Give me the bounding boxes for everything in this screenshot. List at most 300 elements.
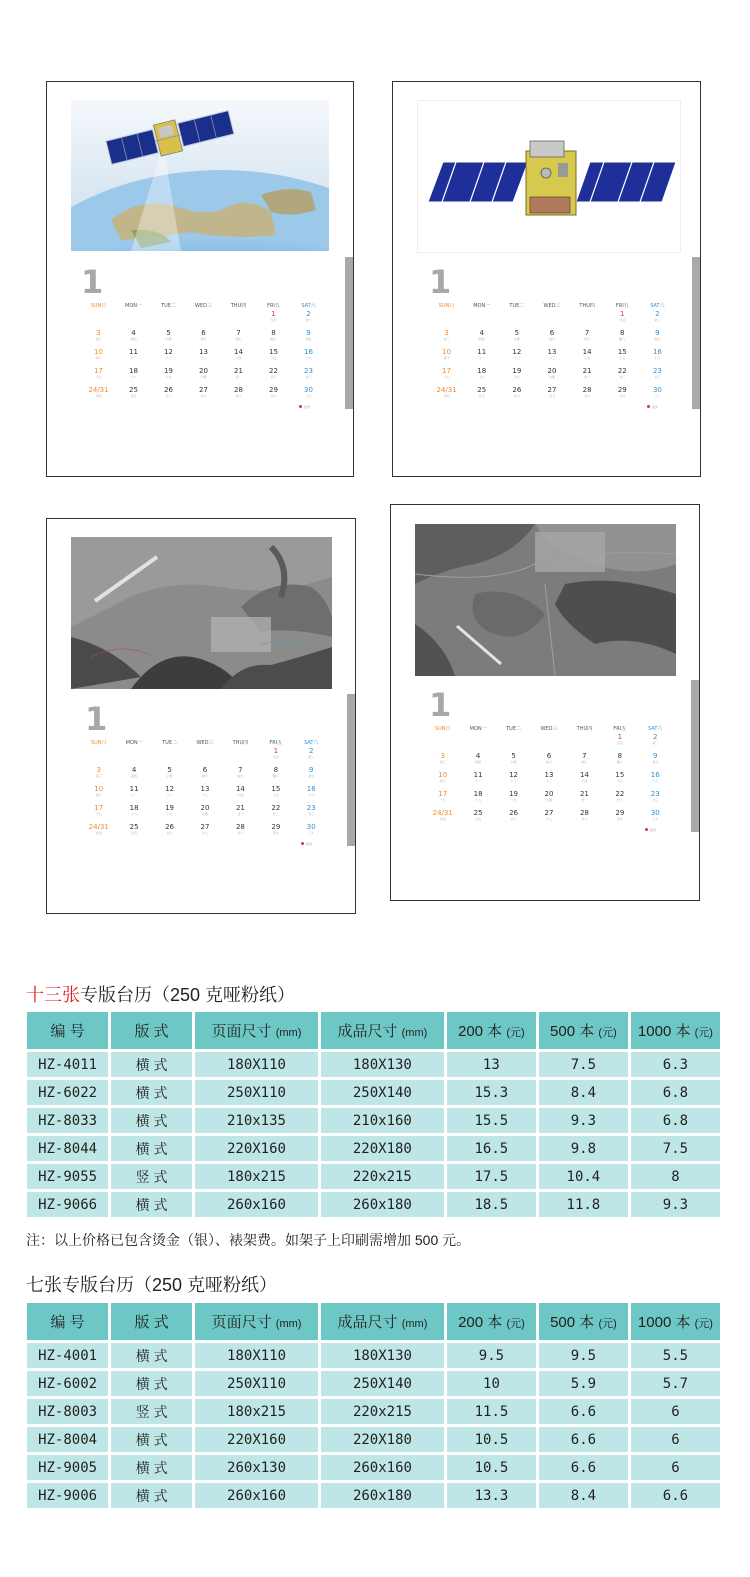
calendar-day [152, 823, 187, 835]
cell-price-200: 16.5 [447, 1136, 536, 1161]
lunar-day: 十一 [131, 793, 138, 797]
cell-price-500: 8.4 [539, 1080, 628, 1105]
header-code: 编 号 [27, 1303, 108, 1340]
weekday-label: SAT六 [304, 739, 319, 746]
day-number: 24/31 [88, 823, 109, 831]
calendar-day [223, 785, 258, 797]
calendar-day [116, 329, 151, 341]
cell-code: HZ-8044 [27, 1136, 108, 1161]
binding-tab [345, 257, 353, 409]
day-number: 14 [579, 771, 589, 779]
header-style: 版 式 [111, 1303, 192, 1340]
cell-price-200: 15.5 [447, 1108, 536, 1133]
calendar-day [223, 823, 258, 835]
calendar-weeks [425, 733, 673, 828]
cell-page-size: 180x215 [195, 1164, 318, 1189]
header-code: 编 号 [27, 1012, 108, 1049]
weekday-label: FRI五 [267, 302, 280, 309]
lunar-day: 大寒 [545, 798, 552, 802]
cell-final-size: 180X130 [321, 1052, 444, 1077]
lunar-day: 十七 [443, 375, 450, 379]
day-number: 7 [236, 329, 241, 337]
cell-price-1000: 6.8 [631, 1108, 720, 1133]
lunar-day: 廿九 [270, 394, 277, 398]
calendar-day [258, 747, 293, 759]
day-number: 25 [477, 386, 487, 394]
lunar-day: 初三 [95, 337, 102, 341]
lunar-day: 初七 [584, 337, 591, 341]
weekday-label: SAT六 [648, 725, 663, 732]
cell-price-500: 8.4 [539, 1483, 628, 1508]
cell-code: HZ-9005 [27, 1455, 108, 1480]
lunar-day: 初六 [548, 337, 555, 341]
day-number: 28 [234, 386, 243, 394]
lunar-day: 十九 [510, 798, 517, 802]
lunar-day: 十六 [305, 356, 312, 360]
calendar-week-row [429, 386, 675, 405]
calendar-day [291, 310, 326, 322]
day-number: 1 [620, 310, 625, 318]
lunar-day: 十九 [513, 375, 520, 379]
cell-price-200: 9.5 [447, 1343, 536, 1368]
calendar-day [460, 771, 495, 783]
lunar-day: 廿二 [616, 798, 623, 802]
cell-page-size: 260x130 [195, 1455, 318, 1480]
day-number: 15 [615, 771, 625, 779]
calendar-day [425, 752, 460, 764]
calendar-day [81, 329, 116, 341]
calendar-day [221, 386, 256, 398]
day-number: 5 [514, 329, 520, 337]
lunar-day: 十五 [619, 356, 626, 360]
calendar-day [187, 785, 222, 797]
calendar-day [151, 386, 186, 398]
day-number: 12 [164, 348, 173, 356]
lunar-day: 腊八 [270, 337, 277, 341]
cell-price-500: 6.6 [539, 1455, 628, 1480]
calendar-week-row [429, 367, 675, 386]
cell-final-size: 180X130 [321, 1343, 444, 1368]
calendar-day [116, 785, 151, 797]
lunar-day: 廿四 [443, 394, 450, 398]
calendar-day [81, 823, 116, 835]
day-number: 30 [652, 386, 662, 394]
cell-price-500: 11.8 [539, 1192, 628, 1217]
weekday-label: FRI五 [615, 302, 629, 309]
calendar-day [567, 809, 602, 821]
header-final-size: 成品尺寸 (mm) [321, 1012, 444, 1049]
day-number: 6 [549, 329, 555, 337]
day-number: 30 [304, 386, 313, 394]
calendar-day [496, 752, 531, 764]
calendar-day [291, 329, 326, 341]
calendar-day [116, 823, 151, 835]
weekday-label: TUE二 [161, 302, 176, 309]
lunar-day: 小寒 [513, 337, 520, 341]
calendar-day [602, 733, 637, 745]
calendar-day [531, 752, 566, 764]
lunar-day: 十四 [235, 356, 242, 360]
lunar-day: 廿三 [308, 812, 315, 816]
day-number: 16 [304, 348, 313, 356]
calendar-day [152, 804, 187, 816]
lunar-day: 十五 [270, 356, 277, 360]
cell-final-size: 220x215 [321, 1399, 444, 1424]
day-number: 8 [273, 766, 279, 774]
weekday-header [425, 723, 673, 733]
price-table-7-sheet [24, 1300, 723, 1511]
lunar-day: 廿一 [581, 798, 588, 802]
cell-code: HZ-4001 [27, 1343, 108, 1368]
day-number: 23 [652, 367, 662, 375]
lunar-day: 十三 [200, 356, 207, 360]
calendar-day [294, 804, 329, 816]
lunar-day: 大寒 [548, 375, 555, 379]
day-number: 24/31 [436, 386, 457, 394]
header-qty-1000: 1000 本 (元) [631, 1012, 720, 1049]
day-number: 6 [202, 766, 208, 774]
calendar-day [640, 386, 675, 398]
calendar-week-row [429, 310, 675, 329]
month-number: 1 [85, 700, 108, 738]
lunar-day: 十四 [237, 793, 244, 797]
lunar-day: 十一 [475, 779, 482, 783]
binding-tab [691, 680, 699, 832]
lunar-day: 初九 [308, 774, 315, 778]
day-number: 4 [131, 329, 136, 337]
red-dot-icon [301, 842, 304, 845]
calendar-day [186, 386, 221, 398]
lunar-day: 小寒 [166, 774, 173, 778]
day-number: 16 [306, 785, 316, 793]
lunar-day: 廿九 [619, 394, 626, 398]
calendar-day [534, 386, 569, 398]
calendar-week-row [425, 752, 673, 771]
calendar-day [187, 823, 222, 835]
weekday-label: MON一 [125, 302, 142, 309]
weekday-label: TUE二 [162, 739, 177, 746]
cell-price-1000: 6 [631, 1455, 720, 1480]
cell-page-size: 260x160 [195, 1483, 318, 1508]
calendar-day [567, 752, 602, 764]
photo-satellite-over-earth [71, 100, 329, 251]
header-page-size: 页面尺寸 (mm) [195, 1303, 318, 1340]
lunar-day: 腊八 [616, 760, 623, 764]
calendar-day [294, 766, 329, 778]
cell-style: 横 式 [111, 1052, 192, 1077]
lunar-day: 十二 [165, 356, 172, 360]
day-number: 4 [131, 766, 137, 774]
day-number: 18 [473, 790, 483, 798]
calendar-day [531, 771, 566, 783]
lunar-day: 廿八 [584, 394, 591, 398]
calendar-day [151, 367, 186, 379]
calendar-day [221, 367, 256, 379]
calendar-grid [425, 723, 673, 828]
calendar-footer: 农历 [647, 405, 658, 409]
lunar-day: 廿八 [235, 394, 242, 398]
cell-code: HZ-9055 [27, 1164, 108, 1189]
red-dot-icon [647, 405, 650, 408]
weekday-label: TUE二 [506, 725, 521, 732]
weekday-label: SAT六 [301, 302, 316, 309]
calendar-week-row [429, 348, 675, 367]
day-number: 26 [165, 823, 175, 831]
day-number: 6 [201, 329, 206, 337]
lunar-day: 大寒 [201, 812, 208, 816]
lunar-day: 十七 [95, 812, 102, 816]
red-dot-icon [645, 828, 648, 831]
lunar-day: 初七 [235, 337, 242, 341]
calendar-day [570, 367, 605, 379]
table-row [27, 1427, 720, 1452]
day-number: 5 [167, 766, 172, 774]
lunar-day: 十八 [475, 798, 482, 802]
lunar-day: 初四 [475, 760, 482, 764]
photo-aerial-runway [71, 537, 332, 689]
day-number: 22 [615, 790, 625, 798]
price-table-13-sheet [24, 1009, 723, 1220]
cell-price-1000: 6 [631, 1399, 720, 1424]
lunar-day: 腊八 [619, 337, 626, 341]
lunar-day: 廿七 [548, 394, 555, 398]
day-number: 19 [164, 367, 173, 375]
cell-style: 竖 式 [111, 1399, 192, 1424]
calendar-day [81, 804, 116, 816]
day-number: 12 [512, 348, 522, 356]
day-number: 3 [96, 329, 101, 337]
cell-code: HZ-6022 [27, 1080, 108, 1105]
lunar-day: 元旦 [616, 741, 623, 745]
calendar-day [223, 804, 258, 816]
cell-final-size: 220X180 [321, 1427, 444, 1452]
day-number: 18 [477, 367, 487, 375]
calendar-day [464, 329, 499, 341]
calendar-week-row [81, 823, 329, 842]
cell-price-200: 11.5 [447, 1399, 536, 1424]
cell-price-1000: 7.5 [631, 1136, 720, 1161]
lunar-day: 三十 [652, 817, 659, 821]
table1-body [27, 1052, 720, 1217]
weekday-label: MON一 [473, 302, 491, 309]
day-number: 20 [544, 790, 554, 798]
calendar-day [570, 386, 605, 398]
calendar-day [638, 809, 673, 821]
cell-price-200: 18.5 [447, 1192, 536, 1217]
calendar-week-row [425, 733, 673, 752]
day-number: 16 [650, 771, 660, 779]
weekday-label: WED三 [543, 302, 561, 309]
day-number: 7 [582, 752, 587, 760]
calendar-grid [429, 300, 675, 405]
lunar-day: 廿五 [131, 831, 138, 835]
lunar-day: 廿五 [478, 394, 485, 398]
calendar-day [81, 386, 116, 398]
lunar-day: 廿四 [95, 831, 102, 835]
calendar-day [116, 367, 151, 379]
day-number: 22 [271, 804, 281, 812]
day-number: 28 [579, 809, 589, 817]
cell-price-200: 10 [447, 1371, 536, 1396]
calendar-day [464, 386, 499, 398]
calendar-day [640, 329, 675, 341]
day-number: 11 [473, 771, 483, 779]
lunar-day: 廿六 [165, 394, 172, 398]
header-final-size: 成品尺寸 (mm) [321, 1303, 444, 1340]
day-number: 1 [273, 747, 279, 755]
weekday-label: THU四 [232, 739, 249, 746]
calendar-day [460, 809, 495, 821]
lunar-day: 廿二 [619, 375, 626, 379]
lunar-day: 十五 [616, 779, 623, 783]
weekday-label: THU四 [576, 725, 593, 732]
day-number: 27 [544, 809, 554, 817]
table-row [27, 1080, 720, 1105]
calendar-day [638, 790, 673, 802]
calendar-day [221, 329, 256, 341]
cell-price-500: 10.4 [539, 1164, 628, 1189]
calendar-week-row [425, 771, 673, 790]
day-number: 23 [650, 790, 660, 798]
day-number: 7 [238, 766, 243, 774]
lunar-day: 廿三 [654, 375, 661, 379]
weekday-label: THU四 [230, 302, 247, 309]
calendar-week-row [429, 329, 675, 348]
calendar-day [602, 771, 637, 783]
calendar-day [294, 785, 329, 797]
weekday-label: SUN日 [438, 302, 455, 309]
cell-final-size: 210x160 [321, 1108, 444, 1133]
day-number: 13 [199, 348, 208, 356]
calendar-day [499, 386, 534, 398]
lunar-day: 初二 [652, 741, 659, 745]
day-number: 20 [200, 804, 210, 812]
calendar-week-row [425, 809, 673, 828]
calendar-day [496, 771, 531, 783]
calendar-day [187, 804, 222, 816]
weekday-header [81, 737, 329, 747]
lunar-day: 廿六 [513, 394, 520, 398]
calendar-day [291, 367, 326, 379]
calendar-day [256, 310, 291, 322]
cell-final-size: 220X180 [321, 1136, 444, 1161]
day-number: 29 [271, 823, 281, 831]
day-number: 22 [617, 367, 627, 375]
lunar-day: 廿四 [439, 817, 446, 821]
day-number: 3 [96, 766, 101, 774]
lunar-day: 廿一 [584, 375, 591, 379]
day-number: 27 [200, 823, 210, 831]
table-row [27, 1108, 720, 1133]
calendar-day [534, 367, 569, 379]
calendar-day [605, 310, 640, 322]
day-number: 23 [304, 367, 313, 375]
calendar-day [294, 747, 329, 759]
calendar-day [567, 771, 602, 783]
day-number: 25 [129, 386, 138, 394]
lunar-day: 初九 [652, 760, 659, 764]
day-number: 3 [444, 329, 449, 337]
calendar-weeks [429, 310, 675, 405]
calendar-day [152, 766, 187, 778]
red-dot-icon [299, 405, 302, 408]
lunar-day: 十八 [131, 812, 138, 816]
day-number: 17 [94, 367, 103, 375]
calendar-day [116, 766, 151, 778]
day-number: 29 [617, 386, 627, 394]
day-number: 9 [306, 329, 311, 337]
day-number: 17 [438, 790, 448, 798]
calendar-weeks [81, 310, 326, 405]
day-number: 2 [653, 733, 658, 741]
cell-final-size: 220x215 [321, 1164, 444, 1189]
cell-style: 横 式 [111, 1080, 192, 1105]
header-style: 版 式 [111, 1012, 192, 1049]
photo-aerial-town [415, 524, 676, 676]
calendar-day [258, 804, 293, 816]
lunar-day: 廿六 [166, 831, 173, 835]
day-number: 19 [165, 804, 175, 812]
cell-page-size: 250X110 [195, 1371, 318, 1396]
lunar-day: 腊八 [272, 774, 279, 778]
month-number: 1 [81, 263, 104, 301]
lunar-day: 十六 [654, 356, 661, 360]
lunar-day: 初七 [237, 774, 244, 778]
lunar-day: 初四 [478, 337, 485, 341]
day-number: 11 [129, 785, 139, 793]
day-number: 19 [509, 790, 519, 798]
calendar-day [605, 367, 640, 379]
calendar-day [425, 790, 460, 802]
calendar-day [429, 386, 464, 398]
table-row [27, 1192, 720, 1217]
lunar-day: 十二 [510, 779, 517, 783]
lunar-day: 十七 [439, 798, 446, 802]
calendar-day [531, 809, 566, 821]
cell-code: HZ-8033 [27, 1108, 108, 1133]
cell-style: 横 式 [111, 1371, 192, 1396]
cell-style: 横 式 [111, 1136, 192, 1161]
table-header-row [27, 1012, 720, 1049]
lunar-day: 廿五 [475, 817, 482, 821]
cell-code: HZ-8003 [27, 1399, 108, 1424]
calendar-day [567, 790, 602, 802]
lunar-day: 十六 [652, 779, 659, 783]
day-number: 26 [512, 386, 522, 394]
calendar-week-row [81, 766, 329, 785]
lunar-day: 廿二 [270, 375, 277, 379]
day-number: 1 [617, 733, 623, 741]
cell-style: 横 式 [111, 1192, 192, 1217]
binding-tab [347, 694, 355, 846]
lunar-day: 十九 [165, 375, 172, 379]
table2-body [27, 1343, 720, 1508]
calendar-week-row [81, 348, 326, 367]
table-row [27, 1455, 720, 1480]
lunar-day: 十一 [478, 356, 485, 360]
calendar-day [429, 367, 464, 379]
cell-price-200: 10.5 [447, 1455, 536, 1480]
cell-price-200: 13.3 [447, 1483, 536, 1508]
day-number: 23 [306, 804, 316, 812]
calendar-day [151, 329, 186, 341]
lunar-day: 十一 [130, 356, 137, 360]
lunar-day: 三十 [654, 394, 661, 398]
cell-price-500: 5.9 [539, 1371, 628, 1396]
lunar-day: 廿九 [616, 817, 623, 821]
cell-final-size: 250X140 [321, 1080, 444, 1105]
calendar-day [640, 310, 675, 322]
